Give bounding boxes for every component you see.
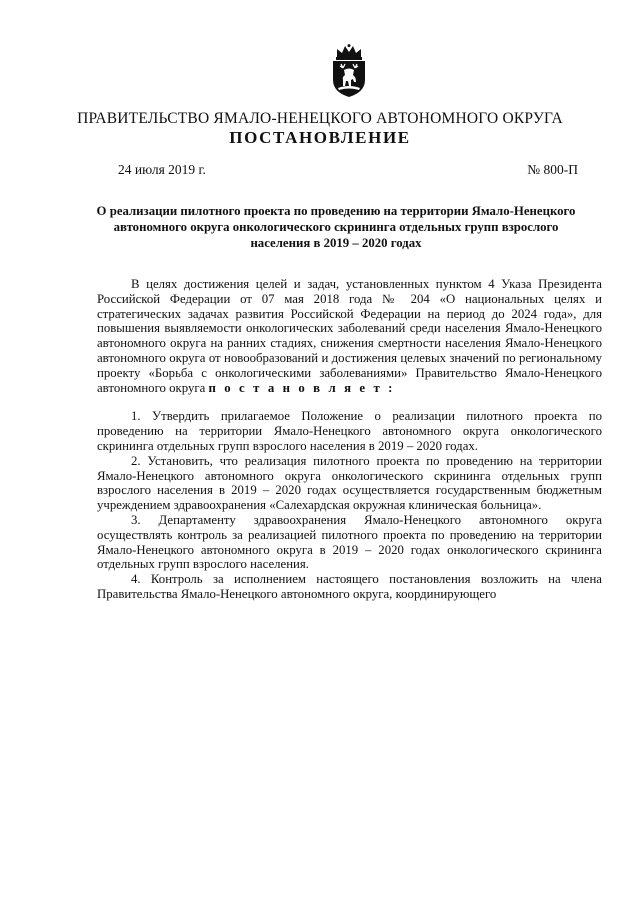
government-title: ПРАВИТЕЛЬСТВО ЯМАЛО-НЕНЕЦКОГО АВТОНОМНОГО ОКРУГА [77, 110, 563, 127]
document-type: ПОСТАНОВЛЕНИЕ [229, 128, 411, 147]
document-body [97, 277, 602, 602]
document-date: 24 июля 2019 г. [118, 162, 206, 177]
list-item: 2. Установить, что реализация пилотного проекта по проведению на территории Ямало-Ненецкого автономного округа онкологического скрининга отдельных групп взрослого населения в 2019 – 2020 годах осуществляется государственным бюджетным учреждением здравоохранения «Салехардская окружная клиническая больница». [97, 453, 602, 513]
list-item: 4. Контроль за исполнением настоящего постановления возложить на члена Правительства Ямало-Ненецкого автономного округа, координирующего [97, 572, 602, 601]
coat-of-arms-icon [329, 44, 369, 98]
list-item: 3. Департаменту здравоохранения Ямало-Ненецкого автономного округа осуществлять контроль за реализацией пилотного проекта по проведению на территории Ямало-Ненецкого автономного округа в 2019 – 2020 годах онкологического скрининга отдельных групп взрослого населения. [97, 512, 602, 572]
preamble-text: В целях достижения целей и задач, установленных пунктом 4 Указа Президента Российской Федерации от 07 мая 2018 года № 204 «О национальных целях и стратегических задачах развития Российской Федерации на период до 2024 года», для повышения выявляемости онкологических заболеваний среди населения Ямало-Ненецкого автономного округа на ранних стадиях, снижения смертности населения Ямало-Ненецкого автономного округа от новообразований и достижения целевых значений по региональному проекту «Борьба с онкологическими заболеваниями» Правительство Ямало-Ненецкого автономного округа [97, 277, 602, 395]
decree-word: п о с т а н о в л я е т : [208, 380, 396, 395]
document-number: № 800-П [527, 162, 578, 177]
preamble-paragraph [97, 277, 602, 395]
list-item: 1. Утвердить прилагаемое Положение о реализации пилотного проекта по проведению на территории Ямало-Ненецкого автономного округа онкологического скрининга отдельных групп взрослого населения в 2019 – 2020 годах. [97, 409, 602, 453]
document-heading: О реализации пилотного проекта по проведению на территории Ямало-Ненецкого автономного округа онкологического скрининга отдельных групп взрослого населения в 2019 – 2020 годах [96, 204, 576, 250]
